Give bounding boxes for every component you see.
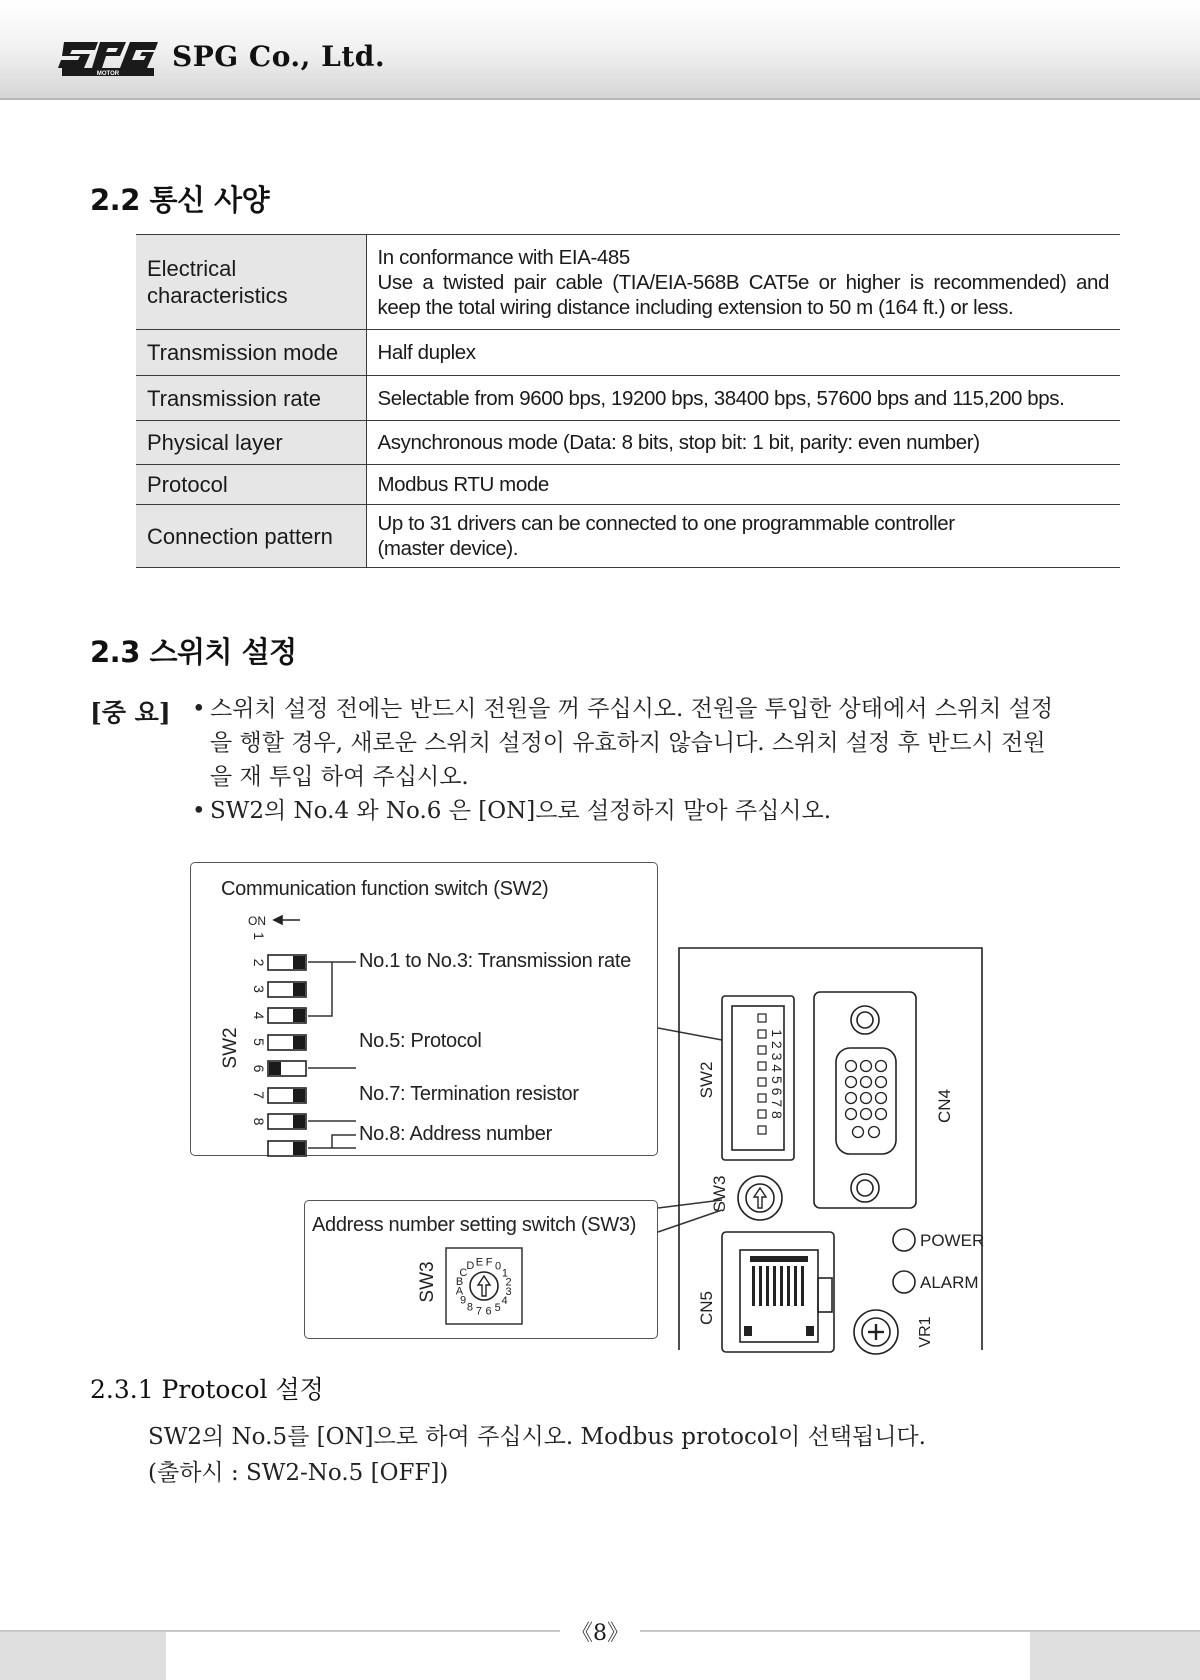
dial-char: 4	[501, 1295, 508, 1308]
sw2-side-label: SW2	[220, 1027, 241, 1069]
callout-termination: No.7: Termination resistor	[359, 1083, 579, 1105]
dial-char: 3	[505, 1286, 512, 1299]
spec-value: Asynchronous mode (Data: 8 bits, stop bit: 1 bit, parity: even number)	[377, 431, 980, 454]
dial-char: D	[466, 1260, 475, 1273]
section-2-3-title: 2.3 스위치 설정	[90, 635, 297, 669]
spec-value: Half duplex	[377, 341, 476, 364]
dsub-pins	[846, 1061, 887, 1138]
sw3-side-label: SW3	[417, 1261, 438, 1303]
dial-char: 7	[475, 1305, 482, 1318]
switch-number: 1	[251, 932, 267, 940]
dial-char: A	[455, 1285, 464, 1298]
sw3-rotary-arrow-icon	[754, 1188, 766, 1208]
section-2-3-1-title: 2.3.1 Protocol 설정	[90, 1375, 324, 1404]
switch-number: 5	[251, 1038, 267, 1046]
callout-protocol: No.5: Protocol	[359, 1030, 482, 1052]
spec-key: Transmission mode	[136, 330, 366, 376]
panel-vr1-label: VR1	[917, 1316, 934, 1348]
dial-char: 2	[505, 1276, 512, 1289]
dial-char: 0	[495, 1260, 502, 1273]
dial-char: 6	[485, 1305, 492, 1318]
spec-value: Selectable from 9600 bps, 19200 bps, 38400 bps, 57600 bps and 115,200 bps.	[377, 386, 1065, 410]
spec-key: Transmission rate	[136, 376, 366, 421]
sw3-title: Address number setting switch (SW3)	[312, 1214, 637, 1236]
device-panel	[679, 948, 985, 1354]
switch-number: 6	[251, 1064, 267, 1073]
list-item: • 스위치 설정 전에는 반드시 전원을 꺼 주십시오. 전원을 투입한 상태에서 스위치 설정 을 행할 경우, 새로운 스위치 설정이 유효하지 않습니다. 스위치 설정 후 반드시 전원 을 재 투입 하여 주십시오.	[196, 692, 1096, 794]
spec-key: Electrical characteristics	[136, 235, 366, 330]
spec-value: Modbus RTU mode	[377, 473, 549, 496]
dial-char: C	[459, 1266, 468, 1279]
rj45-contacts	[744, 1256, 814, 1336]
sw3-dial-icon	[446, 1248, 522, 1324]
dial-char: 5	[494, 1301, 501, 1314]
panel-sw2-label: SW2	[697, 1061, 716, 1099]
dial-char: 1	[501, 1267, 508, 1280]
list-item: • SW2의 No.4 와 No.6 은 [ON]으로 설정하지 말아 주십시오.	[196, 794, 1096, 828]
callout-transmission-rate: No.1 to No.3: Transmission rate	[359, 950, 631, 972]
panel-sw3-label: SW3	[710, 1175, 729, 1213]
vr1-cross-icon	[868, 1324, 884, 1340]
switch-number: 4	[251, 1011, 267, 1020]
spec-value: Up to 31 drivers can be connected to one programmable controller (master device).	[377, 512, 955, 560]
dial-char: 8	[466, 1301, 473, 1314]
spec-key: Protocol	[136, 465, 366, 505]
important-label: [중 요]	[90, 698, 171, 727]
spec-key: Physical layer	[136, 421, 366, 465]
section-2-2-title: 2.2 통신 사양	[90, 183, 270, 217]
company-name: SPG Co., Ltd.	[172, 40, 386, 73]
callout-address: No.8: Address number	[359, 1123, 552, 1145]
spec-value: In conformance with EIA-485 Use a twisted pair cable (TIA/EIA-568B CAT5e or higher is recommended) and keep the total wiring distance including extension to 50 m (164 ft.) or less.	[377, 245, 1109, 319]
spec-key: Connection pattern	[136, 505, 366, 568]
dial-char: B	[455, 1275, 464, 1288]
page-number: 《8》	[560, 1616, 640, 1647]
footer-left-band	[0, 1632, 166, 1680]
panel-alarm-label: ALARM	[920, 1273, 979, 1292]
factory-default-note: (출하시 : SW2-No.5 [OFF])	[148, 1460, 449, 1486]
protocol-instruction: SW2의 No.5를 [ON]으로 하여 주십시오. Modbus protocol이 선택됩니다.	[148, 1424, 926, 1450]
panel-cn5-label: CN5	[697, 1290, 716, 1326]
dial-char: F	[485, 1256, 493, 1269]
switch-number: 2	[251, 958, 267, 967]
panel-cn4-label: CN4	[935, 1088, 954, 1124]
panel-power-label: POWER	[920, 1231, 985, 1250]
panel-sw2-switches	[758, 1014, 766, 1134]
footer-right-band	[1030, 1632, 1200, 1680]
logo-sub-text: MOTOR	[96, 71, 120, 77]
panel-sw2-numbers: 1 2 3 4 5 6 7 8	[769, 1029, 785, 1119]
sw2-title: Communication function switch (SW2)	[221, 878, 549, 900]
dial-char: E	[475, 1256, 484, 1269]
switch-number: 7	[251, 1091, 267, 1099]
dial-char: 9	[460, 1294, 467, 1307]
on-arrow-icon	[274, 916, 300, 924]
switch-number: 8	[251, 1117, 267, 1126]
switch-number: 3	[251, 985, 267, 993]
on-label: ON	[248, 914, 266, 928]
